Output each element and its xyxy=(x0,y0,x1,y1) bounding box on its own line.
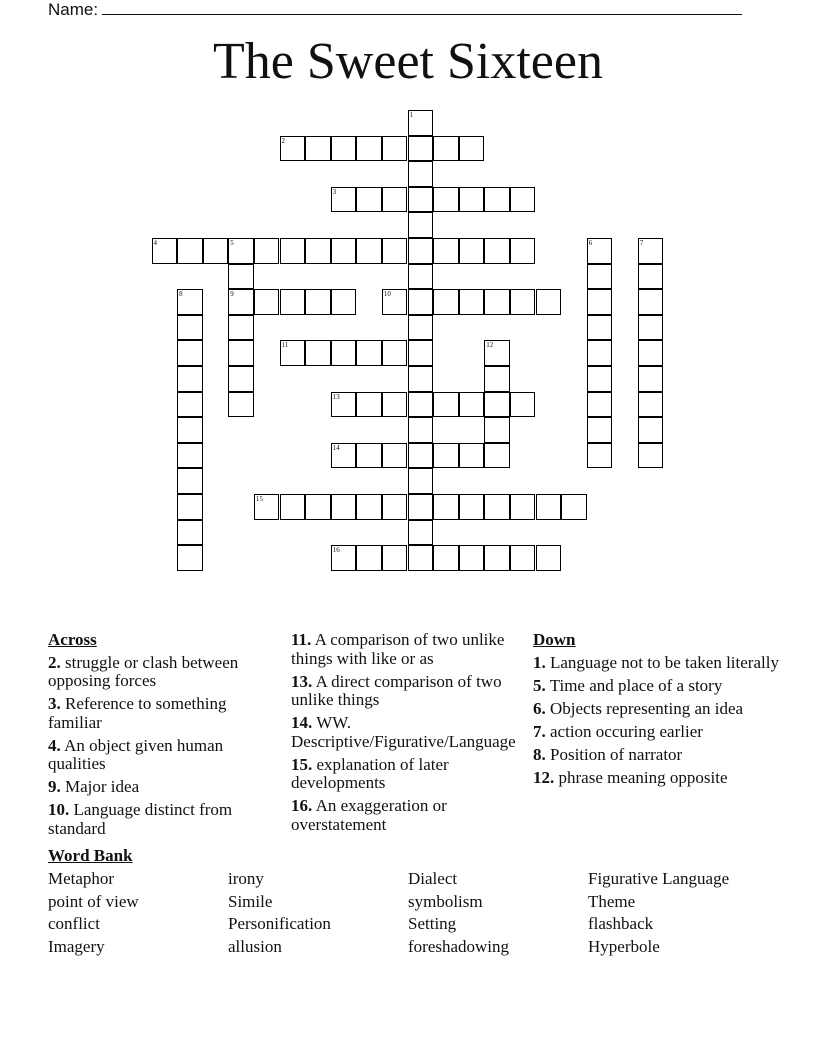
grid-cell[interactable] xyxy=(638,340,664,366)
grid-cell[interactable] xyxy=(510,392,536,418)
across-clue-3: 3. Reference to something familiar xyxy=(48,694,227,732)
grid-cell[interactable] xyxy=(382,238,408,264)
grid-cell[interactable] xyxy=(177,520,203,546)
grid-cell[interactable] xyxy=(177,468,203,494)
grid-cell[interactable] xyxy=(408,392,434,418)
grid-cell[interactable] xyxy=(536,289,562,315)
across-clue-15: 15. explanation of later developments xyxy=(291,754,449,792)
grid-cell[interactable] xyxy=(408,110,434,136)
grid-cell[interactable] xyxy=(587,417,613,443)
grid-cell[interactable] xyxy=(331,545,357,571)
grid-cell[interactable] xyxy=(331,136,357,162)
grid-cell[interactable] xyxy=(331,392,357,418)
grid-cell[interactable] xyxy=(177,340,203,366)
grid-cell[interactable] xyxy=(228,264,254,290)
grid-cell[interactable] xyxy=(280,340,306,366)
grid-cell[interactable] xyxy=(356,392,382,418)
grid-cell[interactable] xyxy=(459,494,485,520)
grid-cell[interactable] xyxy=(638,315,664,341)
grid-cell[interactable] xyxy=(356,136,382,162)
grid-cell[interactable] xyxy=(638,289,664,315)
down-heading: Down xyxy=(533,630,576,649)
clue-number: 3 xyxy=(332,187,337,196)
grid-cell[interactable] xyxy=(510,289,536,315)
clue-number: 13 xyxy=(332,392,340,401)
grid-cell[interactable] xyxy=(459,187,485,213)
word-bank-item: symbolism xyxy=(408,891,483,911)
grid-cell[interactable] xyxy=(280,238,306,264)
clue-number: 9 xyxy=(230,290,234,299)
across-clue-16: 16. An exaggeration or overstatement xyxy=(291,796,447,834)
clue-number: 1 xyxy=(409,111,413,119)
across-clue-10: 10. Language distinct from standard xyxy=(48,800,233,838)
word-bank-item: Figurative Language xyxy=(588,869,730,888)
down-clue-1: 1. Language not to be taken literally xyxy=(533,652,779,672)
word-bank-item: foreshadowing xyxy=(408,936,510,956)
grid-cell[interactable] xyxy=(408,417,434,443)
grid-cell[interactable] xyxy=(177,238,203,264)
grid-cell[interactable] xyxy=(638,366,664,392)
down-clue-7: 7. action occuring earlier xyxy=(533,721,703,741)
grid-cell[interactable] xyxy=(587,238,613,264)
grid-cell[interactable] xyxy=(382,443,408,469)
grid-cell[interactable] xyxy=(433,545,459,571)
across-clue-4: 4. An object given human qualities xyxy=(48,735,224,773)
grid-cell[interactable] xyxy=(305,494,331,520)
clue-number: 8 xyxy=(179,290,183,299)
grid-cell[interactable] xyxy=(408,289,434,315)
grid-cell[interactable] xyxy=(408,494,434,520)
clue-number: 14 xyxy=(332,443,340,452)
word-bank-heading: Word Bank xyxy=(48,846,133,865)
grid-cell[interactable] xyxy=(382,392,408,418)
grid-cell[interactable] xyxy=(484,417,510,443)
clue-number: 16 xyxy=(332,546,340,555)
grid-cell[interactable] xyxy=(459,545,485,571)
down-clue-8: 8. Position of narrator xyxy=(533,744,683,764)
word-bank-item: Dialect xyxy=(408,869,458,888)
grid-cell[interactable] xyxy=(177,443,203,469)
grid-cell[interactable] xyxy=(331,187,357,213)
clue-number: 15 xyxy=(255,495,263,503)
word-bank-item: Metaphor xyxy=(48,869,115,888)
grid-cell[interactable] xyxy=(177,366,203,392)
across-clue-2: 2. struggle or clash between opposing forces xyxy=(48,652,239,690)
grid-cell[interactable] xyxy=(382,136,408,162)
grid-cell[interactable] xyxy=(382,289,408,315)
grid-cell[interactable] xyxy=(408,212,434,238)
grid-cell[interactable] xyxy=(280,289,306,315)
word-bank-item: Hyperbole xyxy=(588,936,660,956)
grid-cell[interactable] xyxy=(177,545,203,571)
word-bank-item: Theme xyxy=(588,891,636,911)
grid-cell[interactable] xyxy=(510,187,536,213)
grid-cell[interactable] xyxy=(408,340,434,366)
grid-cell[interactable] xyxy=(587,443,613,469)
grid-cell[interactable] xyxy=(305,289,331,315)
grid-cell[interactable] xyxy=(228,238,254,264)
grid-cell[interactable] xyxy=(408,315,434,341)
across-clue-9: 9. Major idea xyxy=(48,777,140,796)
clue-number: 11 xyxy=(281,341,289,350)
grid-cell[interactable] xyxy=(356,443,382,469)
grid-cell[interactable] xyxy=(459,238,485,264)
grid-cell[interactable] xyxy=(510,545,536,571)
grid-cell[interactable] xyxy=(228,289,254,315)
grid-cell[interactable] xyxy=(408,238,434,264)
word-bank-item: allusion xyxy=(228,936,282,956)
grid-cell[interactable] xyxy=(587,315,613,341)
word-bank-item: conflict xyxy=(48,914,100,933)
grid-cell[interactable] xyxy=(356,494,382,520)
clue-number: 5 xyxy=(230,239,234,247)
down-clue-5: 5. Time and place of a story xyxy=(533,675,723,695)
puzzle-title: The Sweet Sixteen xyxy=(213,33,603,90)
grid-cell[interactable] xyxy=(638,264,664,290)
grid-cell[interactable] xyxy=(382,545,408,571)
grid-cell[interactable] xyxy=(382,340,408,366)
grid-cell[interactable] xyxy=(433,392,459,418)
grid-cell[interactable] xyxy=(484,366,510,392)
down-clues-column xyxy=(533,631,783,792)
grid-cell[interactable] xyxy=(433,494,459,520)
grid-cell[interactable] xyxy=(152,238,178,264)
word-bank-item: Personification xyxy=(228,914,331,933)
grid-cell[interactable] xyxy=(280,494,306,520)
grid-cell[interactable] xyxy=(408,366,434,392)
grid-cell[interactable] xyxy=(228,392,254,418)
grid-cell[interactable] xyxy=(459,289,485,315)
down-clue-12: 12. phrase meaning opposite xyxy=(533,767,728,787)
grid-cell[interactable] xyxy=(484,545,510,571)
clue-number: 12 xyxy=(486,341,494,350)
grid-cell[interactable] xyxy=(356,340,382,366)
grid-cell[interactable] xyxy=(408,520,434,546)
grid-cell[interactable] xyxy=(331,289,357,315)
grid-cell[interactable] xyxy=(638,417,664,443)
across-clues-column-2 xyxy=(291,631,527,839)
grid-cell[interactable] xyxy=(433,443,459,469)
clue-number: 4 xyxy=(153,239,157,247)
grid-cell[interactable] xyxy=(484,187,510,213)
grid-cell[interactable] xyxy=(587,392,613,418)
grid-cell[interactable] xyxy=(408,443,434,469)
grid-cell[interactable] xyxy=(177,392,203,418)
grid-cell[interactable] xyxy=(331,238,357,264)
grid-cell[interactable] xyxy=(254,238,280,264)
grid-cell[interactable] xyxy=(331,494,357,520)
grid-cell[interactable] xyxy=(254,494,280,520)
grid-cell[interactable] xyxy=(459,136,485,162)
word-bank-item: irony xyxy=(228,869,264,888)
across-clues-column xyxy=(48,631,280,843)
grid-cell[interactable] xyxy=(638,238,664,264)
grid-cell[interactable] xyxy=(484,443,510,469)
grid-cell[interactable] xyxy=(433,187,459,213)
clue-number: 6 xyxy=(588,239,593,247)
clue-number: 2 xyxy=(281,136,285,145)
across-clue-11: 11. A comparison of two unlike things with like or as xyxy=(291,631,505,668)
grid-cell[interactable] xyxy=(177,289,203,315)
grid-cell[interactable] xyxy=(510,238,536,264)
grid-cell[interactable] xyxy=(356,545,382,571)
grid-cell[interactable] xyxy=(382,187,408,213)
grid-cell[interactable] xyxy=(228,315,254,341)
word-bank-item: Simile xyxy=(228,891,273,911)
grid-cell[interactable] xyxy=(408,264,434,290)
grid-cell[interactable] xyxy=(203,238,229,264)
grid-cell[interactable] xyxy=(408,468,434,494)
grid-cell[interactable] xyxy=(408,161,434,187)
grid-cell[interactable] xyxy=(408,545,434,571)
clue-number: 10 xyxy=(383,290,391,299)
grid-cell[interactable] xyxy=(484,238,510,264)
grid-cell[interactable] xyxy=(356,187,382,213)
grid-cell[interactable] xyxy=(228,340,254,366)
across-heading: Across xyxy=(48,630,97,649)
grid-cell[interactable] xyxy=(382,494,408,520)
grid-cell[interactable] xyxy=(536,494,562,520)
down-clue-6: 6. Objects representing an idea xyxy=(533,698,744,718)
grid-cell[interactable] xyxy=(484,392,510,418)
grid-cell[interactable] xyxy=(587,264,613,290)
grid-cell[interactable] xyxy=(587,289,613,315)
grid-cell[interactable] xyxy=(228,366,254,392)
grid-cell[interactable] xyxy=(280,136,306,162)
word-bank-item: Setting xyxy=(408,914,457,933)
grid-cell[interactable] xyxy=(587,340,613,366)
grid-cell[interactable] xyxy=(587,366,613,392)
word-bank xyxy=(48,869,788,959)
grid-cell[interactable] xyxy=(433,238,459,264)
grid-cell[interactable] xyxy=(305,238,331,264)
grid-cell[interactable] xyxy=(331,443,357,469)
grid-cell[interactable] xyxy=(484,289,510,315)
across-clue-13: 13. A direct comparison of two unlike things xyxy=(291,671,502,709)
grid-cell[interactable] xyxy=(459,392,485,418)
name-label: Name: xyxy=(48,0,99,19)
grid-cell[interactable] xyxy=(356,238,382,264)
grid-cell[interactable] xyxy=(510,494,536,520)
word-bank-item: flashback xyxy=(588,914,654,933)
grid-cell[interactable] xyxy=(433,289,459,315)
grid-cell[interactable] xyxy=(408,187,434,213)
grid-cell[interactable] xyxy=(305,136,331,162)
grid-cell[interactable] xyxy=(459,443,485,469)
grid-cell[interactable] xyxy=(536,545,562,571)
grid-cell[interactable] xyxy=(177,315,203,341)
grid-cell[interactable] xyxy=(177,417,203,443)
grid-cell[interactable] xyxy=(484,340,510,366)
word-bank-item: Imagery xyxy=(48,936,105,956)
grid-cell[interactable] xyxy=(254,289,280,315)
grid-cell[interactable] xyxy=(638,443,664,469)
grid-cell[interactable] xyxy=(305,340,331,366)
word-bank-item: point of view xyxy=(48,891,139,911)
grid-cell[interactable] xyxy=(177,494,203,520)
grid-cell[interactable] xyxy=(331,340,357,366)
clue-number: 7 xyxy=(639,239,644,247)
across-clue-14: 14. WW. Descriptive/Figurative/Language xyxy=(291,713,516,751)
grid-cell[interactable] xyxy=(433,136,459,162)
grid-cell[interactable] xyxy=(484,494,510,520)
grid-cell[interactable] xyxy=(561,494,587,520)
grid-cell[interactable] xyxy=(638,392,664,418)
grid-cell[interactable] xyxy=(408,136,434,162)
